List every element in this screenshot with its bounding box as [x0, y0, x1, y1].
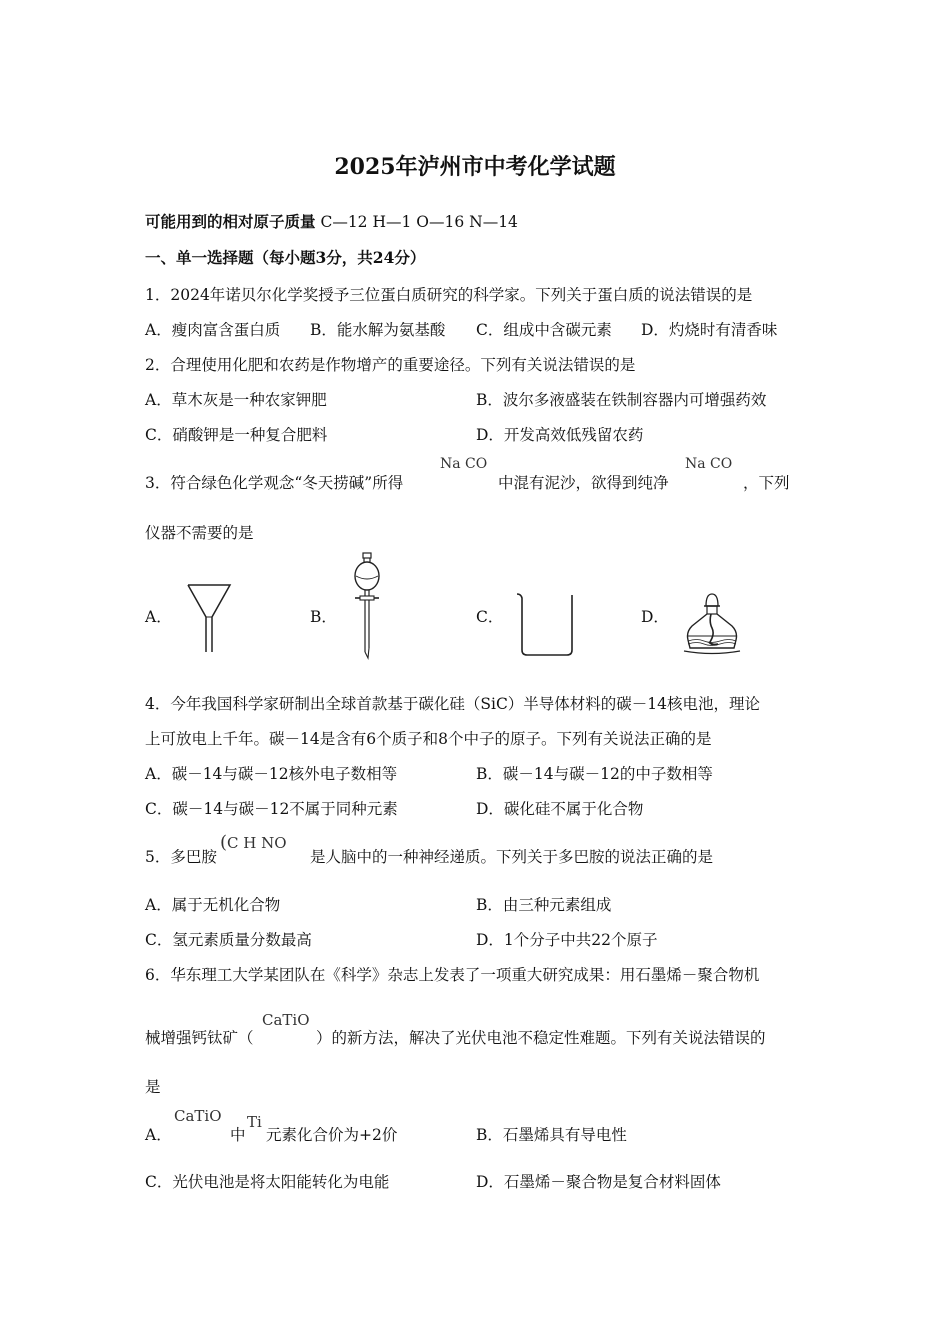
q6-stem-line2-part2: ）的新方法，解决了光伏电池不稳定性难题。下列有关说法错误的	[316, 1029, 766, 1047]
q6-option-c: C．光伏电池是将太阳能转化为电能	[145, 1173, 390, 1191]
beaker-icon	[515, 590, 580, 658]
q3-stem-part1: 3．符合绿色化学观念“冬天捞碱”所得	[145, 474, 404, 492]
q3-label-c: C．	[476, 608, 504, 626]
q4-stem-line1: 4．今年我国科学家研制出全球首款基于碳化硅（SiC）半导体材料的碳－14核电池，理论	[145, 695, 761, 713]
q2-option-d: D．开发高效低残留农药	[476, 426, 644, 444]
q3-label-d: D．	[641, 608, 669, 626]
q3-formula-1: Na CO	[440, 456, 488, 472]
q3-stem-line2: 仪器不需要的是	[145, 524, 254, 542]
q1-stem: 1．2024年诺贝尔化学奖授予三位蛋白质研究的科学家。下列关于蛋白质的说法错误的是	[145, 286, 753, 304]
q6-stem-line2-part1: 械增强钙钛矿（	[145, 1029, 254, 1047]
atomic-mass-line	[145, 210, 518, 232]
funnel-icon	[185, 582, 235, 657]
q4-stem-line2: 上可放电上千年。碳－14是含有6个质子和8个中子的原子。下列有关说法正确的是	[145, 730, 712, 748]
q4-option-d: D．碳化硅不属于化合物	[476, 800, 644, 818]
q6-option-a-label: A．	[145, 1126, 172, 1144]
q2-option-b: B．波尔多液盛装在铁制容器内可增强药效	[476, 391, 767, 409]
q3-label-a: A．	[145, 608, 172, 626]
q3-stem-part3: ，下列	[743, 474, 790, 492]
q5-stem-part1: 5．多巴胺	[145, 848, 217, 866]
q1-option-d: D．灼烧时有清香味	[641, 321, 778, 339]
q5-option-b: B．由三种元素组成	[476, 896, 612, 914]
q1-option-a: A．瘦肉富含蛋白质	[145, 321, 281, 339]
q6-option-b: B．石墨烯具有导电性	[476, 1126, 627, 1144]
separatory-funnel-icon	[347, 552, 387, 660]
q3-formula-2: Na CO	[685, 456, 733, 472]
q5-option-d: D．1个分子中共22个原子	[476, 931, 658, 949]
q6-option-a-formula: CaTiO	[174, 1107, 222, 1125]
q3-stem-part2: 中混有泥沙，欲得到纯净	[498, 474, 669, 492]
q1-option-c: C．组成中含碳元素	[476, 321, 612, 339]
q2-option-a: A．草木灰是一种农家钾肥	[145, 391, 327, 409]
q6-stem-line1: 6．华东理工大学某团队在《科学》杂志上发表了一项重大研究成果：用石墨烯－聚合物机	[145, 966, 760, 984]
q6-option-a-part2: 中	[230, 1126, 246, 1144]
q5-stem-part2: 是人脑中的一种神经递质。下列关于多巴胺的说法正确的是	[310, 848, 714, 866]
q6-option-d: D．石墨烯－聚合物是复合材料固体	[476, 1173, 721, 1191]
q5-option-c: C．氢元素质量分数最高	[145, 931, 312, 949]
q5-option-a: A．属于无机化合物	[145, 896, 281, 914]
q2-option-c: C．硝酸钾是一种复合肥料	[145, 426, 328, 444]
q4-option-c: C．碳－14与碳－12不属于同种元素	[145, 800, 398, 818]
alcohol-lamp-icon	[682, 592, 742, 656]
atomic-mass-values: C—12 H—1 O—16 N—14	[320, 213, 518, 231]
atomic-mass-label: 可能用到的相对原子质量	[145, 212, 316, 231]
page-title: 2025年泸州市中考化学试题	[334, 154, 616, 180]
q1-option-b: B．能水解为氨基酸	[310, 321, 446, 339]
q6-formula: CaTiO	[262, 1011, 310, 1029]
q2-stem: 2．合理使用化肥和农药是作物增产的重要途径。下列有关说法错误的是	[145, 356, 636, 374]
q4-option-b: B．碳－14与碳－12的中子数相等	[476, 765, 713, 783]
section-heading: 一、单一选择题（每小题3分，共24分）	[145, 248, 426, 267]
q3-label-b: B．	[310, 608, 337, 626]
q4-option-a: A．碳－14与碳－12核外电子数相等	[145, 765, 398, 783]
q6-stem-line3: 是	[145, 1078, 161, 1096]
q6-option-a-part3: 元素化合价为+2价	[266, 1126, 398, 1144]
q5-formula: (C H NO	[220, 832, 287, 853]
q6-option-a-ti: Ti	[247, 1113, 262, 1131]
